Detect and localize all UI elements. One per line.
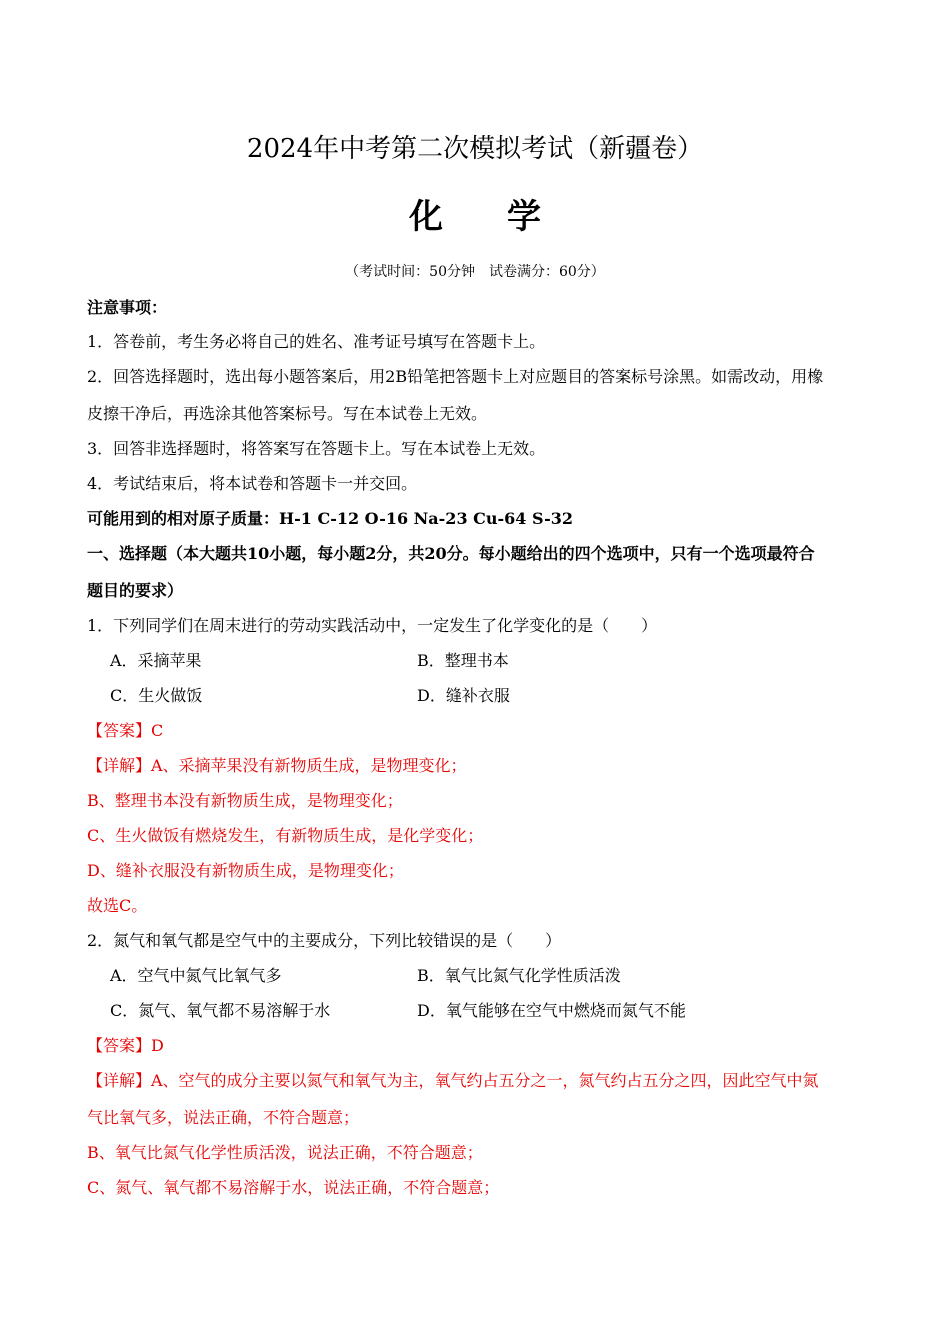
notes-item-1: 1．答卷前，考生务必将自己的姓名、准考证号填写在答题卡上。	[87, 332, 546, 351]
q1-explanation-1: 【详解】A、采摘苹果没有新物质生成，是物理变化；	[87, 756, 467, 775]
notes-item-2-line2: 皮擦干净后，再选涂其他答案标号。写在本试卷上无效。	[87, 404, 488, 423]
q1-answer: 【答案】C	[87, 721, 164, 740]
section1-heading-line2: 题目的要求）	[87, 581, 184, 600]
q2-stem: 2．氮气和氧气都是空气中的主要成分，下列比较错误的是（ ）	[87, 931, 562, 950]
q1-explanation-2: B、整理书本没有新物质生成，是物理变化；	[87, 791, 403, 810]
q1-explanation-4: D、缝补衣服没有新物质生成，是物理变化；	[87, 861, 404, 880]
q1-option-c: C．生火做饭	[110, 686, 203, 705]
q2-option-d: D．氧气能够在空气中燃烧而氮气不能	[417, 1001, 686, 1020]
q2-explanation-1-line2: 气比氧气多，说法正确，不符合题意；	[87, 1108, 360, 1127]
subject-title: 化学	[409, 197, 605, 237]
q2-explanation-1-line1: 【详解】A、空气的成分主要以氮气和氧气为主，氧气约占五分之一，氮气约占五分之四，因此空气中氮	[87, 1071, 819, 1090]
q1-stem: 1．下列同学们在周末进行的劳动实践活动中，一定发生了化学变化的是（ ）	[87, 616, 658, 635]
q1-option-b: B．整理书本	[417, 651, 509, 670]
q1-option-d: D．缝补衣服	[417, 686, 510, 705]
notes-item-2-line1: 2．回答选择题时，选出每小题答案后，用2B铅笔把答题卡上对应题目的答案标号涂黑。如需改动，用橡	[87, 367, 824, 386]
notes-heading: 注意事项：	[87, 298, 168, 317]
q2-explanation-2: B、氧气比氮气化学性质活泼，说法正确，不符合题意；	[87, 1143, 483, 1162]
q1-option-a: A．采摘苹果	[110, 651, 202, 670]
section1-heading-line1: 一、选择题（本大题共10小题，每小题2分，共20分。每小题给出的四个选项中，只有一个选项最符合	[87, 544, 815, 563]
exam-meta: （考试时间：50分钟 试卷满分：60分）	[345, 264, 605, 280]
atomic-masses: 可能用到的相对原子质量：H-1 C-12 O-16 Na-23 Cu-64 S-32	[87, 509, 574, 528]
notes-item-3: 3．回答非选择题时，将答案写在答题卡上。写在本试卷上无效。	[87, 439, 546, 458]
q2-answer: 【答案】D	[87, 1036, 164, 1055]
exam-title: 2024年中考第二次模拟考试（新疆卷）	[246, 134, 704, 164]
q2-option-a: A．空气中氮气比氧气多	[110, 966, 282, 985]
q2-option-c: C．氮气、氧气都不易溶解于水	[110, 1001, 331, 1020]
notes-item-4: 4．考试结束后，将本试卷和答题卡一并交回。	[87, 474, 418, 493]
q1-explanation-3: C、生火做饭有燃烧发生，有新物质生成，是化学变化；	[87, 826, 484, 845]
q2-explanation-3: C、氮气、氧气都不易溶解于水，说法正确，不符合题意；	[87, 1178, 500, 1197]
q1-explanation-5: 故选C。	[87, 896, 148, 915]
q2-option-b: B．氧气比氮气化学性质活泼	[417, 966, 621, 985]
